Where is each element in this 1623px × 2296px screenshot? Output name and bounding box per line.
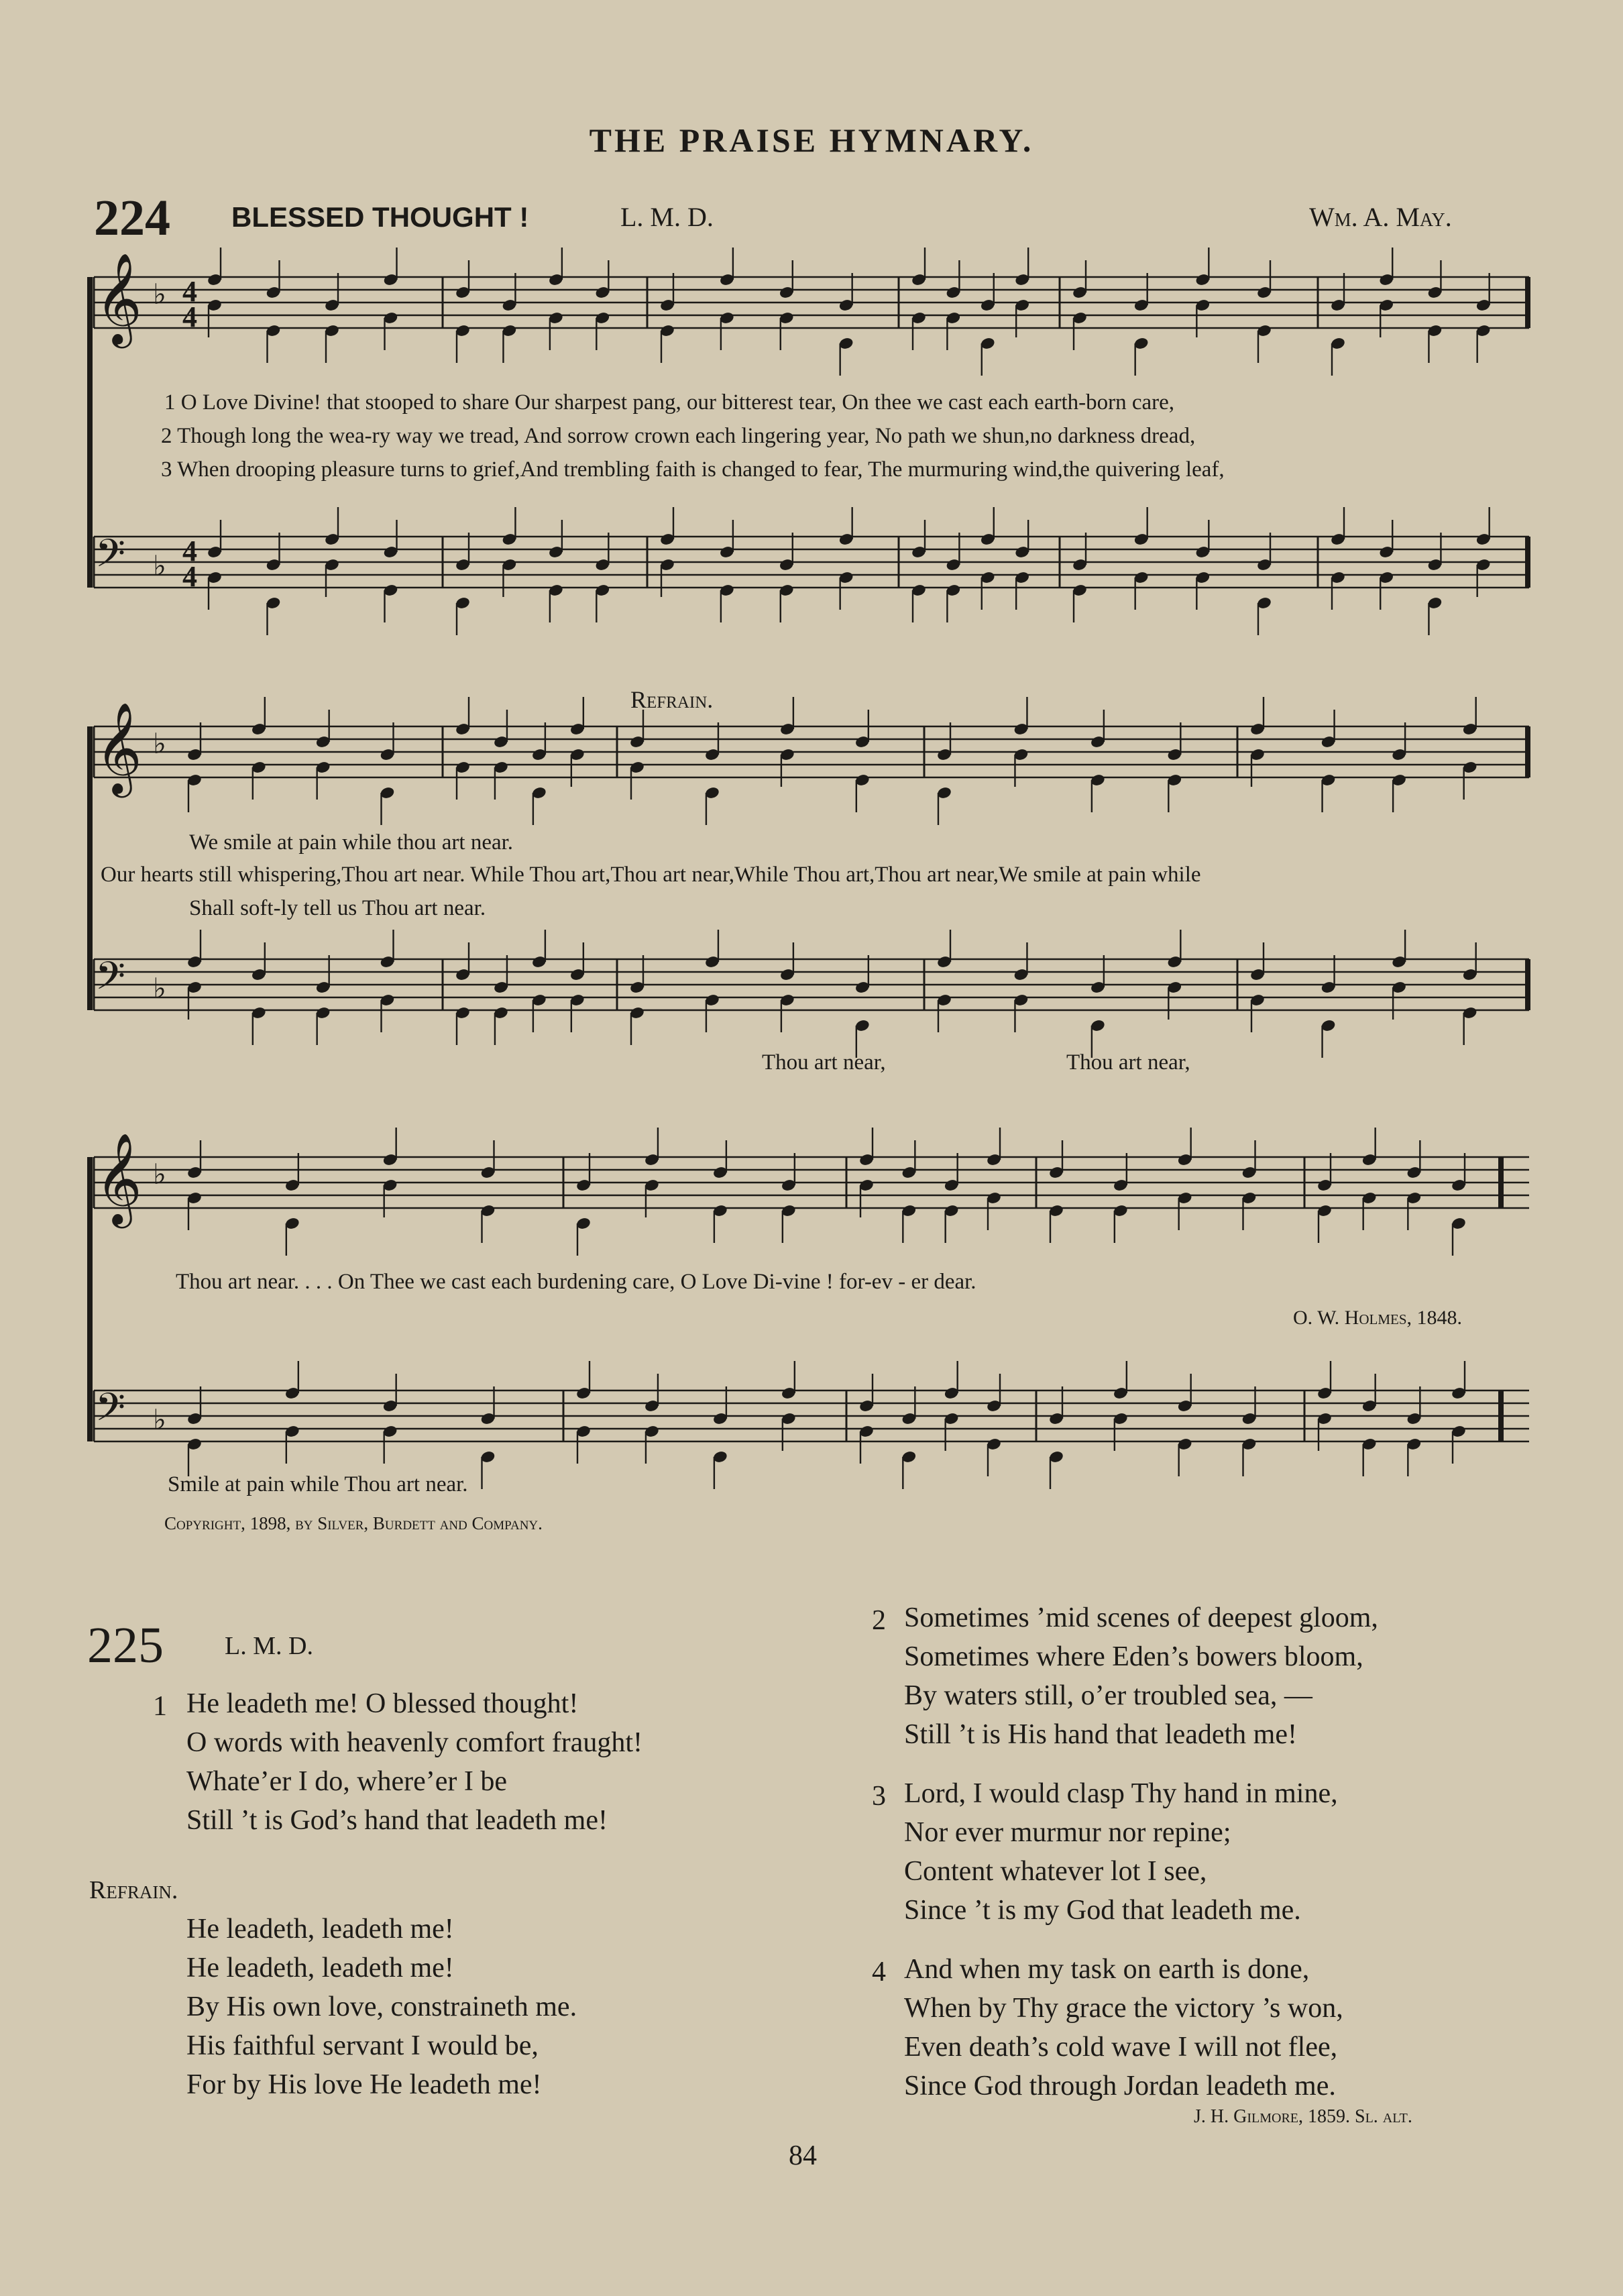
treble-clef: 𝄞 [95,252,142,344]
refrain-225-line: He leadeth, leadeth me! [186,1914,454,1945]
stanza-4-line: When by Thy grace the victory ’s won, [904,1993,1343,2024]
flat-sign: ♭ [153,972,166,1005]
bass-clef: 𝄢 [95,953,126,1008]
refrain-line-2: Our hearts still whispering,Thou art near. While Thou art,Thou art near,While Thou art,Thou art near,We smile at pain while [101,863,1201,887]
refrain-label: Refrain. [630,686,714,713]
stanza-2-line: Sometimes ’mid scenes of deepest gloom, [904,1602,1378,1633]
stanza-4-line: Even death’s cold wave I will not flee, [904,2032,1338,2063]
system-brace [87,726,93,1010]
stanza-3-line: Since ’t is my God that leadeth me. [904,1895,1301,1926]
treble-clef: 𝄞 [95,1132,142,1224]
hymn-number-225: 225 [87,1617,164,1674]
page-number: 84 [789,2140,817,2171]
flat-sign: ♭ [153,278,166,311]
time-signature: 4 [182,560,197,593]
flat-sign: ♭ [153,727,166,760]
verse-1-line: 1 O Love Divine! that stooped to share Our sharpest pang, our bitterest tear, On thee we cast each earth-born care, [164,390,1175,415]
page-header: THE PRAISE HYMNARY. [589,121,1034,159]
stanza-3-line: Content whatever lot I see, [904,1856,1207,1887]
refrain-225-line: For by His love He leadeth me! [186,2069,542,2100]
verse-2-line: 2 Though long the wea-ry way we tread, And sorrow crown each lingering year, No path we shun,no darkness dread, [161,424,1196,448]
stanza-4-line: Since God through Jordan leadeth me. [904,2071,1336,2101]
stanza-number: 3 [872,1781,886,1812]
stanza-number: 1 [153,1691,167,1722]
copyright: Copyright, 1898, by Silver, Burdett and Company. [164,1513,543,1533]
refrain-225-line: He leadeth, leadeth me! [186,1953,454,1983]
final-bar [1525,537,1530,588]
system-brace [87,1157,93,1441]
hymn-number-224: 224 [94,190,170,246]
final-words-bass: Smile at pain while Thou art near. [168,1472,468,1496]
time-signature: 4 [182,300,197,333]
hymn-composer: Wm. A. May. [1309,202,1452,232]
stanza-1-line: He leadeth me! O blessed thought! [186,1688,579,1719]
hymn-225-author: J. H. Gilmore, 1859. Sl. alt. [1194,2106,1412,2127]
text-author: O. W. Holmes, 1848. [1293,1307,1463,1329]
final-bar [1525,959,1530,1010]
final-bar [1498,1390,1504,1441]
verse-3-line: 3 When drooping pleasure turns to grief,And trembling faith is changed to fear, The murmuring wind,the quivering leaf, [161,457,1225,482]
flat-sign: ♭ [153,1403,166,1436]
flat-sign: ♭ [153,549,166,582]
refrain-225-line: By His own love, constraineth me. [186,1991,577,2022]
stanza-1-line: Whate’er I do, where’er I be [186,1766,508,1797]
stanza-3-line: Nor ever murmur nor repine; [904,1817,1231,1848]
hymn-meter: L. M. D. [620,202,714,232]
stanza-number: 4 [872,1957,886,1987]
stanza-4-line: And when my task on earth is done, [904,1954,1310,1985]
time-signature: 4 [182,275,197,308]
refrain-line-1: We smile at pain while thou art near. [189,830,514,855]
refrain-225-line: His faithful servant I would be, [186,2030,539,2061]
treble-clef: 𝄞 [95,701,142,794]
final-words-treble: Thou art near. . . . On Thee we cast each burdening care, O Love Di-vine ! for-ev - er dear. [176,1270,976,1294]
final-bar [1525,277,1530,328]
bass-clef: 𝄢 [95,531,126,586]
stanza-2-line: Sometimes where Eden’s bowers bloom, [904,1641,1363,1672]
time-signature: 4 [182,535,197,567]
system-brace [87,277,93,588]
bass-words-2: Thou art near, [1066,1050,1190,1075]
hymn-225-meter: L. M. D. [225,1632,313,1660]
hymn-title: BLESSED THOUGHT ! [231,201,529,233]
bass-clef: 𝄢 [95,1384,126,1439]
refrain-label-225: Refrain. [89,1876,178,1904]
flat-sign: ♭ [153,1158,166,1191]
stanza-2-line: By waters still, o’er troubled sea, — [904,1680,1312,1711]
stanza-1-line: O words with heavenly comfort fraught! [186,1727,642,1758]
final-bar [1498,1157,1504,1208]
stanza-number: 2 [872,1605,886,1636]
refrain-line-3: Shall soft-ly tell us Thou art near. [189,896,486,920]
bass-words-1: Thou art near, [762,1050,886,1075]
stanza-1-line: Still ’t is God’s hand that leadeth me! [186,1805,608,1836]
final-bar [1525,726,1530,777]
stanza-3-line: Lord, I would clasp Thy hand in mine, [904,1778,1338,1809]
stanza-2-line: Still ’t is His hand that leadeth me! [904,1719,1297,1750]
